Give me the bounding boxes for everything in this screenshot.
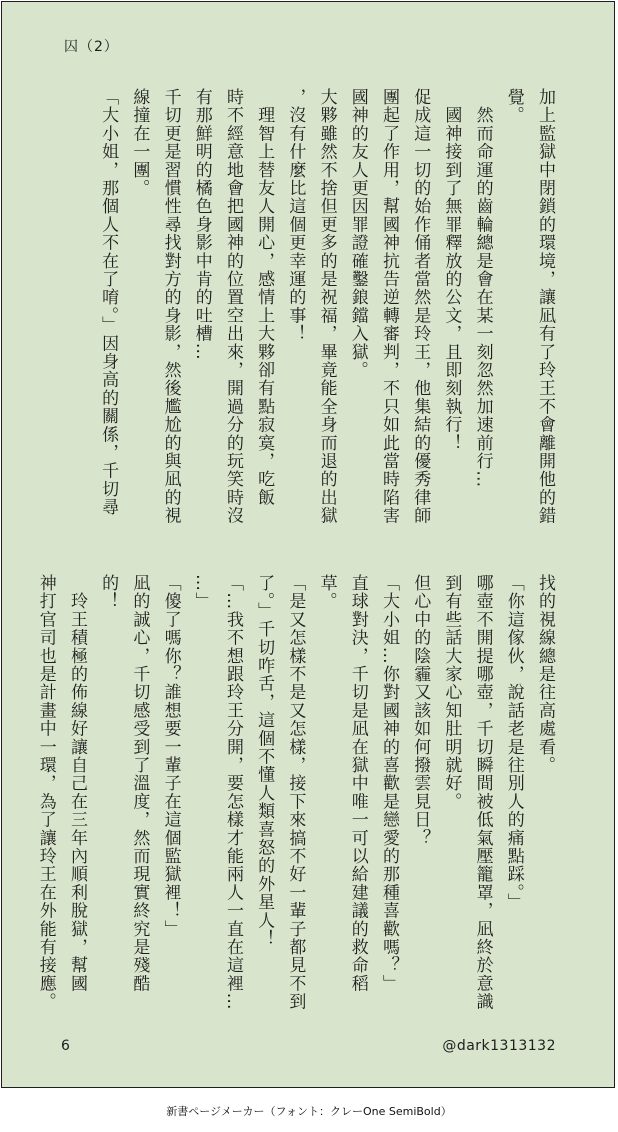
generator-credit: 新書ページメーカー（フォント：クレーOne SemiBold） xyxy=(166,1105,452,1118)
text-line: 國神接到了無罪釋放的公文，且即刻執行！ xyxy=(441,88,462,452)
text-line: 哪壺不開提哪壺，千切瞬間被低氣壓籠罩，凪終於意識 xyxy=(472,574,493,1011)
text-line: 線撞在一團。 xyxy=(129,88,150,198)
text-line: 了。」千切咋舌，這個不懂人類喜怒的外星人！ xyxy=(254,574,275,948)
text-line: 時不經意地會把國神的位置空出來，開過分的玩笑時沒 xyxy=(222,88,243,525)
text-line: …」 xyxy=(191,574,212,611)
text-line: 「大小姐…你對國神的喜歡是戀愛的那種喜歡嗎？」 xyxy=(378,574,399,993)
text-line: 凪的誠心，千切感受到了溫度，然而現實終究是殘酷 xyxy=(129,574,150,993)
text-line: 大夥雖然不捨但更多的是祝福，畢竟能全身而退的出獄 xyxy=(316,88,337,525)
text-line: 的！ xyxy=(98,574,119,611)
text-line: 找的視線總是往高處看。 xyxy=(535,574,555,775)
text-line: 千切更是習慣性尋找對方的身影，然後尷尬的與凪的視 xyxy=(160,88,181,525)
text-line: 到有些話大家心知肚明就好。 xyxy=(441,574,462,811)
text-line: 覺。 xyxy=(503,88,524,125)
author-handle: @dark1313132 xyxy=(442,1038,556,1054)
text-line: 團起了作用，幫國神抗告逆轉審判，不只如此當時陷害 xyxy=(378,88,399,525)
text-line: 但心中的陰霾又該如何撥雲見日？ xyxy=(410,574,431,847)
text-line: 「傻了嗎你？誰想要一輩子在這個監獄裡！」 xyxy=(160,574,181,938)
text-line: 理智上替友人開心，感情上大夥卻有點寂寞，吃飯 xyxy=(254,88,275,507)
text-line: 直球對決，千切是凪在獄中唯一可以給建議的救命稻草。 xyxy=(316,574,368,993)
text-line: 「…我不想跟玲王分開，要怎樣才能兩人一直在這裡… xyxy=(222,574,243,1011)
page-number: 6 xyxy=(61,1038,70,1054)
text-line: 加上監獄中閉鎖的環境，讓凪有了玲王不會離開他的錯 xyxy=(535,88,555,525)
text-line: 「你這傢伙，說話老是往別人的痛點踩。」 xyxy=(503,574,524,912)
upper-text-block xyxy=(60,88,560,528)
text-line: 「是又怎樣不是又怎樣，接下來搞不好一輩子都見不到 xyxy=(285,574,306,1011)
text-line: ，沒有什麼比這個更幸運的事！ xyxy=(285,88,306,343)
lower-text-block xyxy=(35,574,560,1014)
text-line: 國神的友人更因罪證確鑿鋃鐺入獄。 xyxy=(347,88,368,380)
text-line: 「大小姐，那個人不在了唷。」因身高的關係，千切尋 xyxy=(98,88,119,517)
text-line: 神打官司也是計畫中一環，為了讓玲王在外能有接應。 xyxy=(35,574,56,1011)
text-line: 玲王積極的佈線好讓自己在三年內順利脫獄，幫國 xyxy=(66,574,87,993)
text-line: 然而命運的齒輪總是會在某一刻忽然加速前行… xyxy=(472,88,493,489)
text-line: 促成這一切的始作俑者當然是玲王，他集結的優秀律師 xyxy=(410,88,431,525)
chapter-title: 囚（2） xyxy=(64,39,119,55)
novel-page xyxy=(1,1,615,1088)
text-line: 有那鮮明的橘色身影中肯的吐槽… xyxy=(191,88,212,361)
